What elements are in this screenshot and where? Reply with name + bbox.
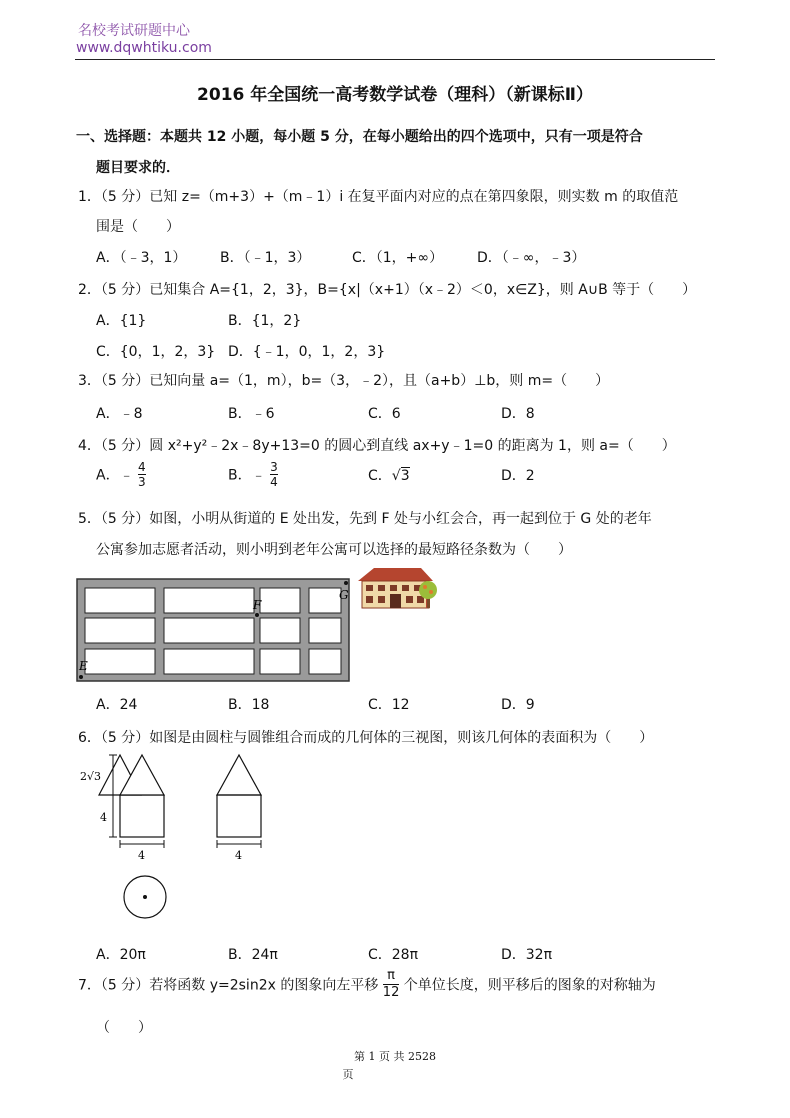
block [309,588,341,613]
block [260,588,300,613]
block [85,588,155,613]
q7-stem-part2: 个单位长度，则平移后的图象的对称轴为 [403,977,656,994]
q1-stem-line1: 1．（5 分）已知 z=（m+3）+（m﹣1）i 在复平面内对应的点在第四象限，则实数 m 的取值范 [78,189,679,205]
q4-option-b[interactable] [228,460,278,489]
q1-option-a[interactable]: A．（﹣3，1） [96,250,187,266]
q3-option-a[interactable]: A．﹣8 [96,406,143,422]
header-divider [75,59,715,60]
q7-fraction-num: π [387,968,395,983]
side-view [217,755,261,837]
q6-option-c[interactable]: C．28π [368,947,419,963]
block [85,649,155,674]
page-number-line2: 页 [342,1068,354,1081]
q2-option-c[interactable]: C．{0，1，2，3} [96,344,216,360]
dim-cylinder-height: 4 [100,811,107,824]
q4-option-b-num: 3 [270,460,278,474]
site-brand: 名校考试研题中心 [78,23,190,39]
q1-stem-line2: 围是（ ） [96,219,180,235]
q3-option-c[interactable]: C．6 [368,406,401,422]
q5-option-d[interactable]: D．9 [501,697,535,713]
block [85,618,155,643]
q4-option-c-radicand: 3 [400,468,410,484]
point-e [79,675,83,679]
q5-stem-line2: 公寓参加志愿者活动，则小明到老年公寓可以选择的最短路径条数为（ ） [96,542,572,558]
q5-option-c[interactable]: C．12 [368,697,410,713]
section-heading-line1: 一、选择题：本题共 12 小题，每小题 5 分，在每小题给出的四个选项中，只有一项是符合 [76,129,643,145]
q1-option-c[interactable]: C．（1，+∞） [352,250,444,266]
front-view [99,755,164,837]
block [164,588,254,613]
block [260,618,300,643]
label-e: E [79,659,88,673]
q5-option-a[interactable]: A．24 [96,697,138,713]
dim-front-width: 4 [138,849,145,862]
block [164,618,254,643]
q2-option-b[interactable]: B．{1，2} [228,313,302,329]
section-heading [76,122,726,184]
q5-stem-line1: 5．（5 分）如图，小明从街道的 E 处出发，先到 F 处与小红会合，再一起到位于 G 处的老年 [78,511,652,527]
q4-option-d[interactable]: D．2 [501,468,535,484]
q4-option-a-label: A．﹣ [96,467,134,484]
q4-option-a[interactable] [96,460,146,489]
q2-stem: 2．（5 分）已知集合 A={1，2，3}，B={x|（x+1）（x﹣2）＜0，x∈Z}，则 A∪B 等于（ ） [78,282,697,298]
q1-option-d[interactable]: D．（﹣∞，﹣3） [477,250,586,266]
section-heading-line2: 题目要求的． [96,160,180,176]
sqrt-icon: √ [391,468,401,484]
q4-option-c[interactable] [368,465,410,485]
block [164,649,254,674]
q7-fraction [383,968,400,1001]
q4-option-a-fraction [138,460,146,489]
q4-option-b-fraction [270,460,278,489]
q5-street-map [76,566,446,686]
q4-option-a-den: 3 [138,475,146,489]
q6-option-a[interactable]: A．20π [96,947,146,963]
q3-option-b[interactable]: B．﹣6 [228,406,275,422]
q6-stem: 6．（5 分）如图是由圆柱与圆锥组合而成的几何体的三视图，则该几何体的表面积为（ ） [78,730,654,746]
point-g [344,581,348,585]
q3-option-d[interactable]: D．8 [501,406,535,422]
q4-option-b-den: 4 [270,475,278,489]
q6-option-d[interactable]: D．32π [501,947,553,963]
site-url[interactable]: www.dqwhtiku.com [76,40,212,56]
q7-stem-part1: 7．（5 分）若将函数 y=2sin2x 的图象向左平移 [78,977,379,994]
page-number-line1: 第 1 页 共 2528 [354,1050,436,1063]
q4-option-b-label: B．﹣ [228,467,266,484]
q4-stem: 4．（5 分）圆 x²+y²﹣2x﹣8y+13=0 的圆心到直线 ax+y﹣1=0 的距离为 1，则 a=（ ） [78,438,676,454]
q2-option-d[interactable]: D．{﹣1，0，1，2，3} [228,344,386,360]
block [309,649,341,674]
label-f: F [253,598,262,612]
label-g: G [339,588,349,602]
q2-option-a[interactable]: A．{1} [96,313,147,329]
q6-option-b[interactable]: B．24π [228,947,278,963]
q5-option-b[interactable]: B．18 [228,697,270,713]
dim-side-width: 4 [235,849,242,862]
q7-stem-line2: （ ） [96,1020,152,1036]
page-title: 2016 年全国统一高考数学试卷（理科）（新课标Ⅱ） [197,85,593,105]
block [260,649,300,674]
q6-three-views [76,752,276,924]
q1-option-b[interactable]: B．（﹣1，3） [220,250,311,266]
top-view-center-dot [143,895,147,899]
q3-stem: 3．（5 分）已知向量 a=（1，m），b=（3，﹣2），且（a+b）⊥b，则 m=（ ） [78,373,610,389]
dim-cone-height: 2√3 [80,770,102,783]
block [309,618,341,643]
q4-option-c-label: C． [368,468,392,484]
point-f [255,613,259,617]
q4-option-a-num: 4 [138,460,146,474]
q7-fraction-den: 12 [382,985,400,1000]
q7-stem-line1 [78,968,656,1001]
